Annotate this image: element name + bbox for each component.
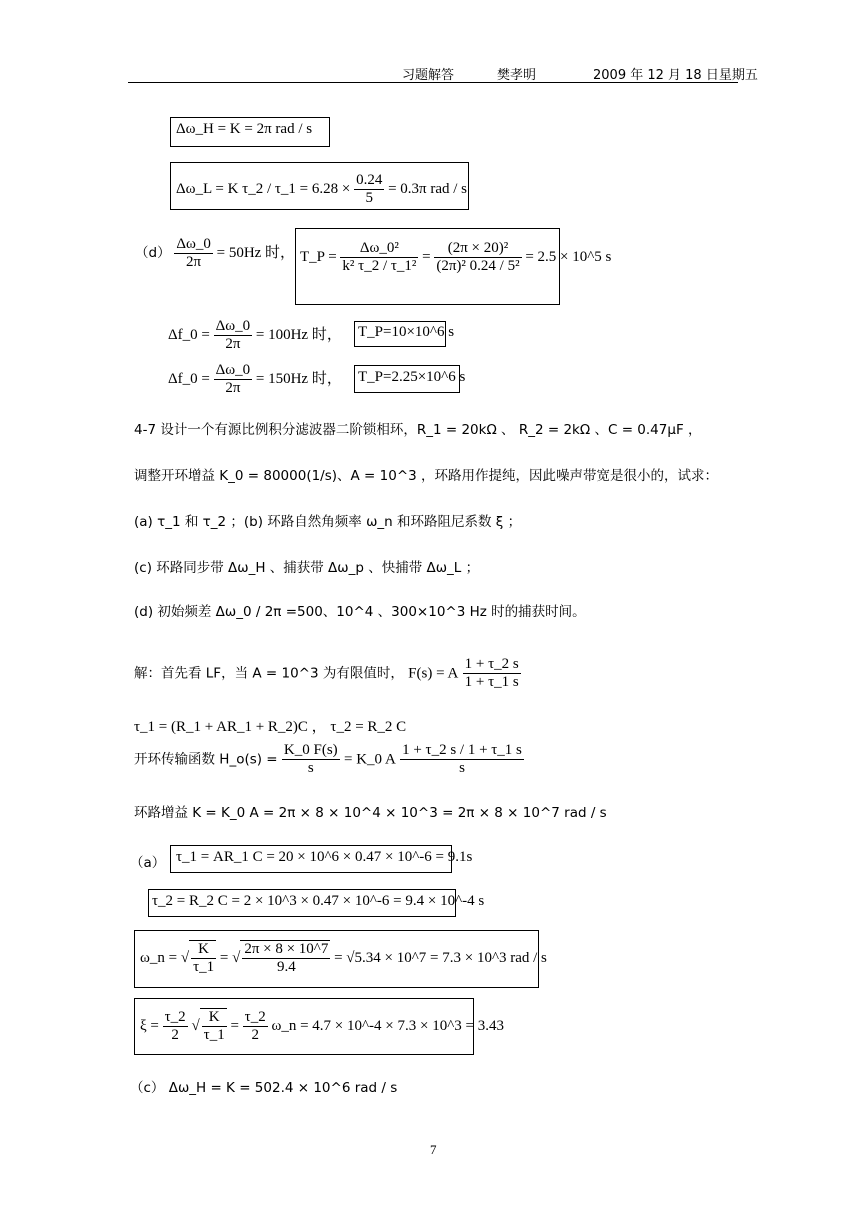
fraction xyxy=(354,172,384,207)
problem-line-3: (a) τ_1 和 τ_2 ；(b) 环路自然角频率 ω_n 和环路阻尼系数 ξ ； xyxy=(134,514,522,530)
xi-sqrt xyxy=(202,1009,227,1044)
d2-num: Δω_0 xyxy=(215,318,251,334)
d2-den: 2π xyxy=(225,336,241,352)
open-loop-num2: 1 + τ_2 s / 1 + τ_1 s xyxy=(402,742,522,758)
cond-num: Δω_0 xyxy=(176,236,211,252)
tp-fraction-2 xyxy=(434,240,521,275)
header-title: 习题解答 xyxy=(402,68,455,83)
a-label: （a） xyxy=(130,855,166,871)
problem-line-1: 4-7 设计一个有源比例积分滤波器二阶锁相环，R_1 = 20kΩ 、 R_2 = 2kΩ 、C = 0.47μF ， xyxy=(134,422,702,438)
eq-tp: T_P = $\frac{\text{Δω\_0²}}{\text{k² τ\_2 / τ\_1²}}$ = $\frac{\text{(2π × 20)²}}{\text{(2π)² 0.24 / 5²}}$ = 2.5 × 10^5 s xyxy=(300,240,612,274)
open-loop-left: 开环传输函数 H_o(s) = xyxy=(134,751,278,768)
d3-num: Δω_0 xyxy=(215,362,251,378)
part-d-label: （d） xyxy=(135,244,171,261)
omega-sqrt-1 xyxy=(191,941,216,976)
open-loop-fraction-2 xyxy=(400,742,524,777)
intro-num: 1 + τ_2 s xyxy=(464,656,519,672)
tp-den: k² τ_2 / τ_1² xyxy=(342,258,417,274)
cond-right: = 50Hz 时， xyxy=(216,244,296,261)
header-rule xyxy=(128,82,738,83)
xi-eq: ξ = $\frac{\tau\_2}{2}$ √ $\frac{K}{\tau\_1}$ = $\frac{\tau\_2}{2}$ ω_n = 4.7 × 10^-4 × 7.3 × 10^3 = 3.43 xyxy=(140,1009,504,1043)
open-loop-mid: = K_0 A xyxy=(343,751,396,768)
part-d-line-3 xyxy=(168,362,342,397)
xi-f2-den: 2 xyxy=(251,1027,259,1043)
page-number: 7 xyxy=(430,1142,437,1157)
intro-fraction xyxy=(463,656,521,691)
xi-right: ω_n = 4.7 × 10^-4 × 7.3 × 10^3 = 3.43 xyxy=(271,1017,504,1034)
open-loop-line xyxy=(134,742,524,777)
d2-right: = 100Hz 时， xyxy=(255,326,342,343)
xi-f2-num: τ_2 xyxy=(244,1009,266,1025)
fraction-num: 0.24 xyxy=(356,172,383,188)
omega-sqrt1-den: τ_1 xyxy=(193,959,215,975)
cond-den: 2π xyxy=(186,254,202,270)
xi-sqrt-num: K xyxy=(202,1009,227,1027)
tp-150: T_P=2.25×10^6 s xyxy=(358,369,466,385)
d3-den: 2π xyxy=(225,380,241,396)
xi-left: ξ = xyxy=(140,1017,159,1034)
xi-f1-num: τ_2 xyxy=(164,1009,186,1025)
part-d-line-2 xyxy=(168,318,342,353)
d3-right: = 150Hz 时， xyxy=(255,370,342,387)
omega-sqrt2-num: 2π × 8 × 10^7 xyxy=(244,941,329,957)
part-d-line-1 xyxy=(135,236,295,271)
omega-right: = √5.34 × 10^7 = 7.3 × 10^3 rad / s xyxy=(334,949,547,966)
cond-fraction xyxy=(174,236,213,271)
tp-fraction-1 xyxy=(340,240,418,275)
omega-sqrt2-den: 9.4 xyxy=(276,959,296,975)
xi-fraction-1 xyxy=(163,1009,188,1044)
tp-num: Δω_0² xyxy=(340,240,418,258)
xi-f1-den: 2 xyxy=(171,1027,179,1043)
tp-right: = 2.5 × 10^5 s xyxy=(525,248,612,265)
eq-delta-omega-l-right: = 0.3π rad / s xyxy=(388,180,468,197)
intro-f: F(s) = A xyxy=(408,665,459,682)
intro-left: 解：首先看 LF，当 A = 10^3 为有限值时， xyxy=(134,665,404,682)
eq-delta-omega-l xyxy=(176,172,467,207)
header-author: 樊孝明 xyxy=(497,68,537,83)
tp-100: T_P=10×10^6 s xyxy=(358,324,455,340)
xi-fraction-2 xyxy=(243,1009,268,1044)
eq-delta-omega-l-left: Δω_L = K τ_2 / τ_1 = 6.28 × xyxy=(176,180,351,197)
tau-line: τ_1 = (R_1 + AR_1 + R_2)C ， τ_2 = R_2 C xyxy=(134,719,407,735)
d2-fraction xyxy=(214,318,253,353)
problem-line-5: (d) 初始频差 Δω_0 / 2π =500、10^4 、300×10^3 Hz 时的捕获时间。 xyxy=(134,604,586,620)
omega-left: ω_n = xyxy=(140,949,178,966)
c-line: （c） Δω_H = K = 502.4 × 10^6 rad / s xyxy=(130,1080,398,1096)
d3-left: Δf_0 = xyxy=(168,370,210,387)
gain-line: 环路增益 K = K_0 A = 2π × 8 × 10^4 × 10^3 = 2π × 8 × 10^7 rad / s xyxy=(134,805,607,821)
omega-sqrt-2 xyxy=(242,941,330,976)
open-loop-num1: K_0 F(s) xyxy=(283,742,338,758)
tp-mid-den: (2π)² 0.24 / 5² xyxy=(436,258,520,274)
header-date: 2009 年 12 月 18 日星期五 xyxy=(593,68,758,83)
xi-sqrt-den: τ_1 xyxy=(203,1027,225,1043)
problem-line-2: 调整开环增益 K_0 = 80000(1/s)、A = 10^3 ，环路用作提纯，因此噪声带宽是很小的，试求： xyxy=(134,468,719,484)
omega-n-eq: ω_n = √ $\frac{K}{\tau\_1}$ = √ $\frac{2\pi \times 8 \times 10\^{}7}{9.4}$ = √5.34 × 10^7 = 7.3 × 10^3 rad / s xyxy=(140,941,547,975)
a-tau2: τ_2 = R_2 C = 2 × 10^3 × 0.47 × 10^-6 = 9.4 × 10^-4 s xyxy=(152,893,485,909)
intro-den: 1 + τ_1 s xyxy=(464,674,519,690)
open-loop-den1: s xyxy=(307,760,314,776)
fraction-den: 5 xyxy=(365,190,373,206)
problem-line-4: (c) 环路同步带 Δω_H 、捕获带 Δω_p 、快捕带 Δω_L ； xyxy=(134,560,480,576)
open-loop-fraction-1 xyxy=(282,742,340,777)
tp-mid-num: (2π × 20)² xyxy=(434,240,521,258)
d3-fraction xyxy=(214,362,253,397)
a-tau1: τ_1 = AR_1 C = 20 × 10^6 × 0.47 × 10^-6 = 9.1s xyxy=(176,849,473,865)
eq-delta-omega-h: Δω_H = K = 2π rad / s xyxy=(176,121,313,137)
omega-sqrt1-num: K xyxy=(191,941,216,959)
tp-left: T_P = xyxy=(300,248,337,265)
solution-intro xyxy=(134,656,521,691)
open-loop-den2: s xyxy=(459,760,465,776)
d2-left: Δf_0 = xyxy=(168,326,210,343)
